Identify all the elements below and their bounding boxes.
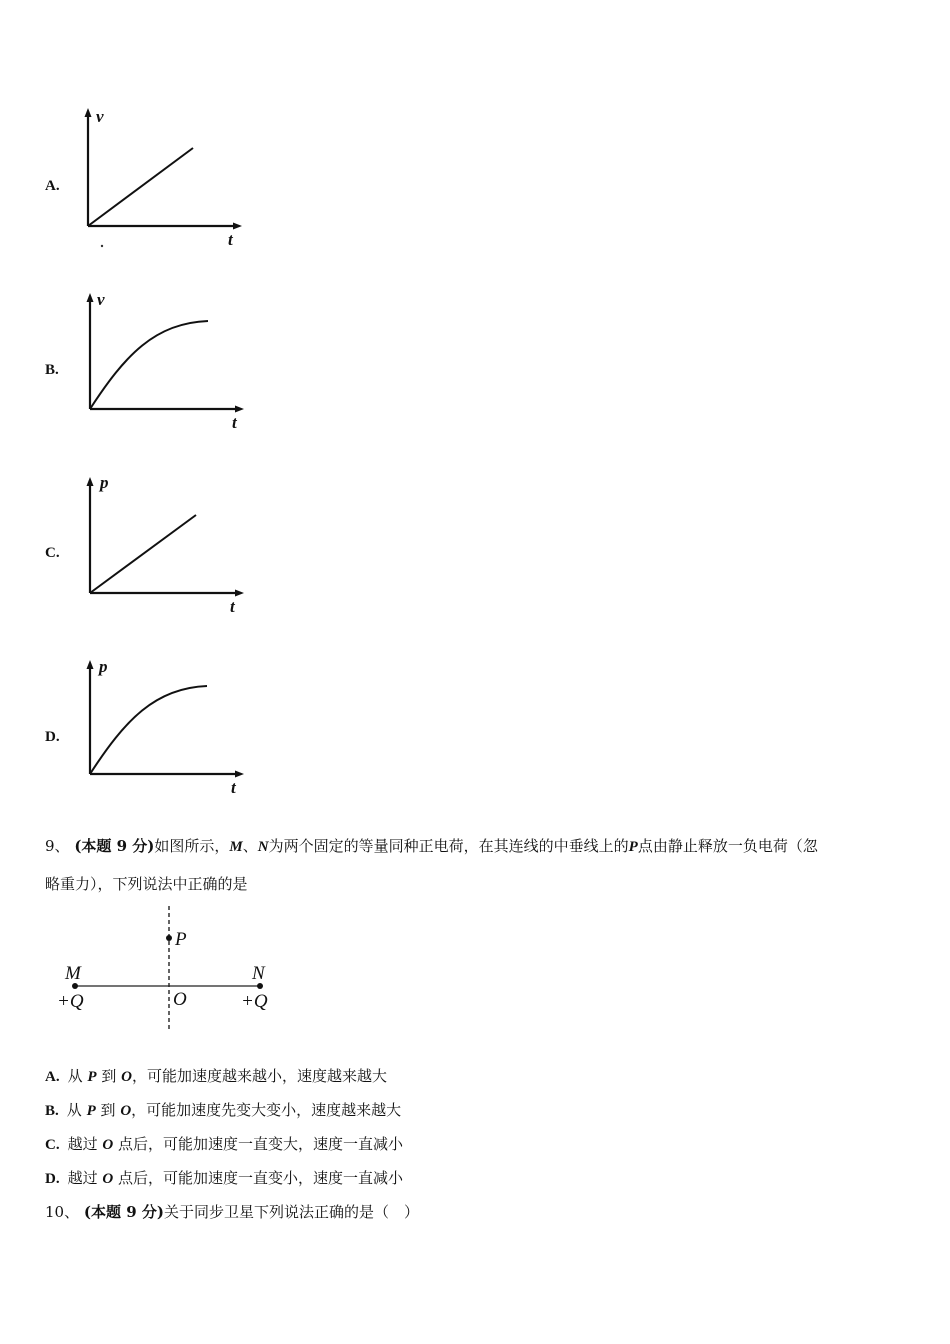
q9-sep: 、	[242, 837, 258, 855]
q9-answer-c[interactable]: C. 越过 O 点后，可能加速度一直变大，速度一直减小	[45, 1135, 404, 1153]
q10-line	[45, 1202, 419, 1222]
m-label: M	[65, 963, 81, 984]
curve-concave	[90, 321, 208, 409]
q10-score: (本题 9 分)	[83, 1203, 164, 1221]
o-label: O	[173, 989, 187, 1010]
graph-a	[70, 100, 260, 250]
q9-text-a: 如图所示，	[154, 837, 230, 855]
q9-line-2: 略重力），下列说法中正确的是	[45, 875, 248, 893]
option-a-label: A.	[45, 178, 60, 194]
y-axis-arrow-icon	[87, 660, 94, 669]
q9-answer-d[interactable]: D. 越过 O 点后，可能加速度一直变小，速度一直减小	[45, 1169, 404, 1187]
q9-p: P	[628, 839, 638, 855]
x-axis-label: t	[228, 230, 233, 249]
graph-c	[70, 467, 260, 617]
x-axis-arrow-icon	[235, 771, 244, 778]
q10-text: 关于同步卫星下列说法正确的是（ ）	[163, 1203, 419, 1221]
q9-n: N	[257, 839, 269, 855]
y-axis-label: p	[99, 657, 108, 676]
option-c-label: C.	[45, 545, 60, 561]
q9-m: M	[229, 839, 243, 855]
q9-score: (本题 9 分)	[74, 837, 155, 855]
q9-answer-a[interactable]: A. 从 P 到 O，可能加速度越来越小，速度越来越大	[45, 1067, 387, 1085]
curve-concave	[90, 686, 207, 774]
y-axis-arrow-icon	[85, 108, 92, 117]
option-d-label: D.	[45, 729, 60, 745]
y-axis-label: v	[96, 107, 104, 126]
graph-d	[70, 650, 260, 800]
x-axis-arrow-icon	[233, 223, 242, 230]
q9-text-b: 为两个固定的等量同种正电荷，在其连线的中垂线上的	[268, 837, 629, 855]
x-axis-arrow-icon	[235, 406, 244, 413]
x-axis-label: t	[230, 597, 235, 616]
option-b-label: B.	[45, 362, 59, 378]
q9-figure	[45, 900, 305, 1040]
x-axis-label: t	[231, 778, 236, 797]
m-charge: +Q	[57, 991, 84, 1012]
q9-answer-b[interactable]: B. 从 P 到 O，可能加速度先变大变小，速度越来越大	[45, 1101, 402, 1119]
p-point	[166, 935, 172, 941]
x-axis-arrow-icon	[235, 590, 244, 597]
n-charge: +Q	[241, 991, 268, 1012]
y-axis-label: v	[97, 290, 105, 309]
y-axis-arrow-icon	[87, 477, 94, 486]
curve-line	[90, 515, 196, 593]
x-axis-label: t	[232, 413, 237, 432]
q9-text-c: 点由静止释放一负电荷（忽	[637, 837, 818, 855]
q9-number: 9、	[45, 837, 70, 855]
p-label: P	[175, 929, 187, 950]
curve-line	[88, 148, 193, 226]
y-axis-arrow-icon	[87, 293, 94, 302]
n-label: N	[252, 963, 265, 984]
q10-number: 10、	[45, 1203, 80, 1221]
y-axis-label: p	[100, 473, 109, 492]
graph-b	[70, 285, 260, 435]
q9-line-1	[45, 836, 818, 857]
